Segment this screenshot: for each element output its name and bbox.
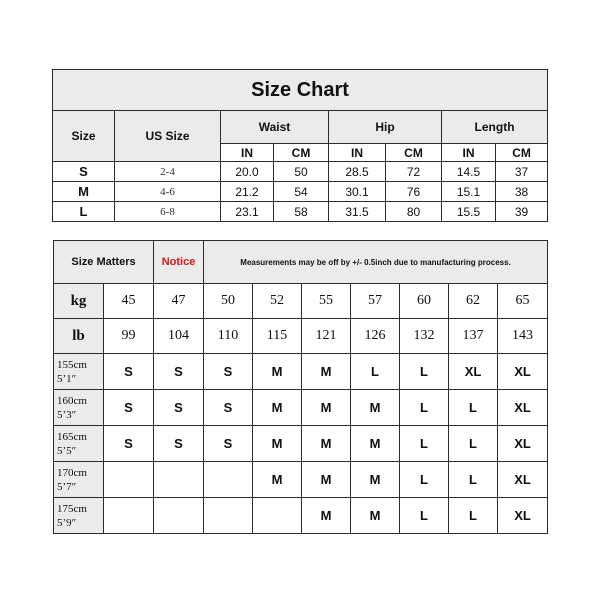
kg-value-cell: 62 [449, 284, 498, 319]
measurement-cell: 80 [386, 202, 442, 222]
size-cell: S [53, 162, 115, 182]
lb-value-cell: 115 [253, 319, 302, 354]
measurement-cell: 28.5 [329, 162, 386, 182]
size-recommendation-cell: L [400, 426, 449, 462]
height-label-cell [54, 462, 104, 498]
size-recommendation-cell: M [351, 426, 400, 462]
height-label-cell [54, 498, 104, 534]
size-recommendation-cell: XL [498, 354, 548, 390]
height-row [54, 426, 548, 462]
size-recommendation-cell: XL [498, 426, 548, 462]
height-label-cell [54, 354, 104, 390]
height-row [54, 498, 548, 534]
size-chart-row [53, 182, 548, 202]
size-recommendation-cell: L [400, 354, 449, 390]
unit-header: IN [442, 144, 496, 162]
kg-value-cell: 57 [351, 284, 400, 319]
measurement-cell: 15.5 [442, 202, 496, 222]
height-cm: 175cm [57, 502, 87, 515]
size-recommendation-cell: L [449, 462, 498, 498]
height-row [54, 462, 548, 498]
kg-value-cell: 60 [400, 284, 449, 319]
unit-header: CM [274, 144, 329, 162]
lb-value-cell: 110 [204, 319, 253, 354]
height-row [54, 390, 548, 426]
size-recommendation-cell: L [400, 390, 449, 426]
notice-label: Notice [154, 241, 204, 284]
lb-value-cell: 104 [154, 319, 204, 354]
size-recommendation-cell: S [204, 354, 253, 390]
group-header-length: Length [442, 111, 548, 144]
col-size-header: Size [53, 111, 115, 162]
group-header-hip: Hip [329, 111, 442, 144]
kg-value-cell: 45 [104, 284, 154, 319]
size-recommendation-cell: M [351, 498, 400, 534]
size-recommendation-cell: M [302, 498, 351, 534]
measurement-cell: 23.1 [221, 202, 274, 222]
size-recommendation-cell: S [104, 426, 154, 462]
lb-value-cell: 99 [104, 319, 154, 354]
measurement-cell: 14.5 [442, 162, 496, 182]
size-recommendation-cell: M [253, 354, 302, 390]
measurement-cell: 15.1 [442, 182, 496, 202]
size-matters-label: Size Matters [54, 241, 154, 284]
height-cm: 160cm [57, 394, 87, 407]
size-recommendation-cell: S [104, 354, 154, 390]
size-recommendation-cell: L [449, 498, 498, 534]
unit-header: IN [329, 144, 386, 162]
unit-header: CM [386, 144, 442, 162]
height-cm: 165cm [57, 430, 87, 443]
height-label-cell [54, 426, 104, 462]
height-ft: 5’3″ [57, 408, 77, 421]
size-recommendation-cell [253, 498, 302, 534]
size-recommendation-cell: M [302, 426, 351, 462]
us-size-cell: 2-4 [115, 162, 221, 182]
height-cm: 170cm [57, 466, 87, 479]
size-recommendation-cell: XL [498, 498, 548, 534]
kg-value-cell: 52 [253, 284, 302, 319]
size-recommendation-cell [204, 498, 253, 534]
size-recommendation-cell [104, 498, 154, 534]
col-us-size-header: US Size [115, 111, 221, 162]
size-recommendation-cell: S [154, 354, 204, 390]
size-recommendation-cell: L [351, 354, 400, 390]
size-recommendation-cell [154, 498, 204, 534]
measurement-cell: 31.5 [329, 202, 386, 222]
height-row [54, 354, 548, 390]
height-ft: 5’1″ [57, 372, 77, 385]
measurement-note: Measurements may be off by +/- 0.5inch due to manufacturing process. [204, 241, 548, 284]
height-cm: 155cm [57, 358, 87, 371]
measurement-cell: 72 [386, 162, 442, 182]
measurement-cell: 21.2 [221, 182, 274, 202]
size-chart-row [53, 162, 548, 182]
kg-value-cell: 50 [204, 284, 253, 319]
lb-value-cell: 126 [351, 319, 400, 354]
lb-value-cell: 143 [498, 319, 548, 354]
measurement-cell: 39 [496, 202, 548, 222]
size-recommendation-cell: M [253, 462, 302, 498]
size-chart-table [52, 69, 548, 222]
size-recommendation-cell: XL [498, 462, 548, 498]
size-recommendation-cell: M [253, 426, 302, 462]
size-recommendation-cell: M [351, 390, 400, 426]
measurement-cell: 76 [386, 182, 442, 202]
height-label-cell [54, 390, 104, 426]
size-recommendation-cell: M [351, 462, 400, 498]
lb-value-cell: 121 [302, 319, 351, 354]
lb-value-cell: 132 [400, 319, 449, 354]
kg-value-cell: 65 [498, 284, 548, 319]
measurement-cell: 20.0 [221, 162, 274, 182]
size-recommendation-cell [154, 462, 204, 498]
size-recommendation-cell: S [154, 426, 204, 462]
size-recommendation-cell: S [104, 390, 154, 426]
size-recommendation-cell: L [400, 498, 449, 534]
size-cell: M [53, 182, 115, 202]
size-recommendation-cell: S [204, 426, 253, 462]
measurement-cell: 58 [274, 202, 329, 222]
size-recommendation-cell: L [400, 462, 449, 498]
unit-header: CM [496, 144, 548, 162]
measurement-cell: 54 [274, 182, 329, 202]
kg-label: kg [54, 284, 104, 319]
size-cell: L [53, 202, 115, 222]
size-recommendation-cell [204, 462, 253, 498]
size-recommendation-cell [104, 462, 154, 498]
lb-value-cell: 137 [449, 319, 498, 354]
size-recommendation-cell: S [204, 390, 253, 426]
measurement-cell: 30.1 [329, 182, 386, 202]
size-chart-row [53, 202, 548, 222]
size-recommendation-cell: S [154, 390, 204, 426]
size-recommendation-cell: L [449, 390, 498, 426]
size-recommendation-cell: XL [449, 354, 498, 390]
kg-value-cell: 55 [302, 284, 351, 319]
size-recommendation-cell: L [449, 426, 498, 462]
size-recommendation-cell: M [302, 354, 351, 390]
size-chart-title: Size Chart [53, 70, 548, 111]
height-ft: 5’9″ [57, 516, 77, 529]
size-recommendation-cell: M [302, 390, 351, 426]
group-header-waist: Waist [221, 111, 329, 144]
fit-chart-table [53, 240, 548, 534]
height-ft: 5’7″ [57, 480, 77, 493]
size-recommendation-cell: M [302, 462, 351, 498]
unit-header: IN [221, 144, 274, 162]
measurement-cell: 50 [274, 162, 329, 182]
us-size-cell: 6-8 [115, 202, 221, 222]
kg-value-cell: 47 [154, 284, 204, 319]
us-size-cell: 4-6 [115, 182, 221, 202]
height-ft: 5’5″ [57, 444, 77, 457]
measurement-cell: 38 [496, 182, 548, 202]
size-recommendation-cell: M [253, 390, 302, 426]
lb-label: lb [54, 319, 104, 354]
size-recommendation-cell: XL [498, 390, 548, 426]
measurement-cell: 37 [496, 162, 548, 182]
